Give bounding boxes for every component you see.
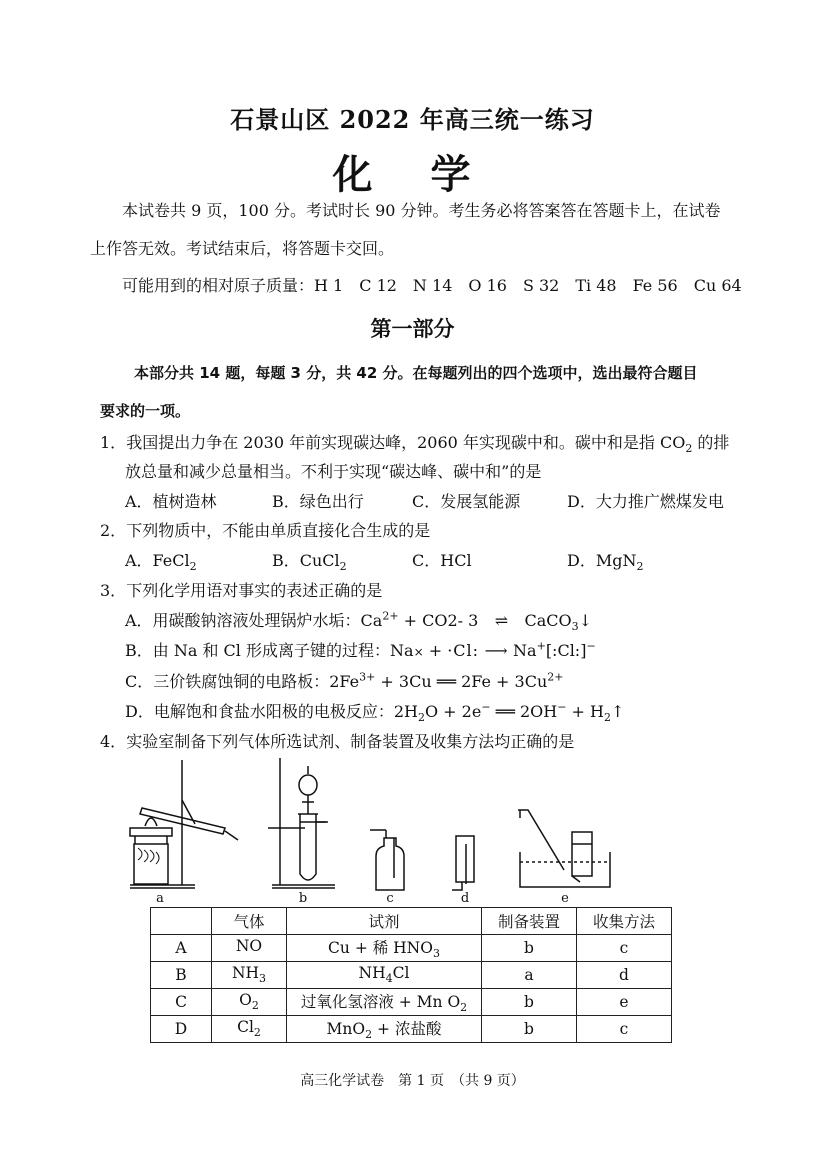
q3-d-sub2: 2 <box>603 711 611 725</box>
q3-d-sup2: − <box>557 700 567 714</box>
q3-b-na-ion: Na <box>513 641 537 660</box>
apparatus-label-b: b <box>298 891 308 902</box>
q1-option-b: B．绿色出行 <box>272 492 364 511</box>
subject-title: 化 学 <box>332 151 493 198</box>
row-device: b <box>482 989 577 1016</box>
apparatus-b-icon <box>268 758 335 888</box>
precipitate-arrow-icon: ↓ <box>578 611 593 630</box>
q1-stem-line2: 放总量和减少总量相当。不利于实现“碳达峰、碳中和”的是 <box>125 462 542 481</box>
q4-stem <box>100 729 574 752</box>
q1-text-a: 我国提出力争在 2030 年前实现碳达峰，2060 年实现碳中和。碳中和是指 CO <box>126 433 686 452</box>
atomic-mass-fe: Fe 56 <box>632 276 678 295</box>
atomic-masses <box>122 274 742 298</box>
q3-d-sub1: 2 <box>417 711 425 725</box>
q2-text: 下列物质中，不能由单质直接化合生成的是 <box>126 521 431 540</box>
q2-stem <box>100 518 430 541</box>
q1-text-b: 的排 <box>692 433 730 452</box>
table-header-cell: 气体 <box>212 908 287 935</box>
q1-option-d: D．大力推广燃煤发电 <box>567 492 724 511</box>
apparatus-label-d: d <box>460 891 470 902</box>
q3-a-text: A．用碳酸钠溶液处理锅炉水垢：Ca <box>125 611 383 630</box>
q3-option-b <box>125 638 596 661</box>
q3-b-na: Na <box>390 641 414 660</box>
row-device: b <box>482 935 577 962</box>
apparatus-diagram <box>120 752 740 902</box>
intro-line-1: 本试卷共 9 页，100 分。考试时长 90 分钟。考生务必将答案答在答题卡上，在试卷 <box>122 201 721 220</box>
q2-opt-a-sub: 2 <box>189 560 197 574</box>
q3-d-mid3: + H <box>566 702 604 721</box>
row-reagent: $NH_4Cl$ <box>287 962 482 989</box>
apparatus-c-icon <box>370 830 404 890</box>
equilibrium-arrow-icon: ⇌ <box>494 611 509 630</box>
q3-b-cl-charge: − <box>586 639 596 653</box>
q3-b-na-charge: + <box>536 639 546 653</box>
atomic-mass-ti: Ti 48 <box>575 276 617 295</box>
atomic-mass-c: C 12 <box>359 276 397 295</box>
q2-option-a <box>125 548 197 573</box>
q3-b-text: B．由 Na 和 Cl 形成离子键的过程： <box>125 641 391 660</box>
q2-opt-d-text: D．MgN <box>567 551 637 570</box>
q1-text-sub: 2 <box>685 442 693 456</box>
q1-option-c: C．发展氢能源 <box>412 492 521 511</box>
q1-option-a: A．植树造林 <box>125 492 217 511</box>
q2-option-c: C．HCl <box>412 551 472 570</box>
q4-choice-table <box>150 907 672 1043</box>
atomic-mass-cu: Cu 64 <box>693 276 742 295</box>
q3-a-product-sub: 3 <box>571 620 579 634</box>
q3-a-mid: + CO2- 3 <box>398 611 484 630</box>
row-id: B <box>151 962 212 989</box>
row-reagent: 过氧化氢溶液 + Mn $O_2$ <box>287 989 482 1016</box>
q3-c-text: C．三价铁腐蚀铜的电路板：2Fe <box>125 672 360 691</box>
exam-title: 石景山区 2022 年高三统一练习 <box>230 105 595 134</box>
table-header-cell: 试剂 <box>287 908 482 935</box>
apparatus-label-c: c <box>386 891 394 902</box>
table-header-cell <box>151 908 212 935</box>
page-footer: 高三化学试卷 第 1 页 （共 9 页） <box>300 1073 525 1089</box>
row-gas: $NH_3$ <box>212 962 287 989</box>
row-gas: NO <box>212 935 287 962</box>
q3-d-mid2: ══ 2OH <box>490 702 558 721</box>
intro-line-2: 上作答无效。考试结束后，将答题卡交回。 <box>90 239 395 258</box>
row-collect: e <box>577 989 672 1016</box>
part1-title: 第一部分 <box>370 316 455 341</box>
q3-d-text: D．电解饱和食盐水阳极的电极反应：2H <box>125 702 418 721</box>
apparatus-e-icon <box>518 810 610 887</box>
q2-option-b <box>272 548 347 573</box>
q2-opt-b-text: B．CuCl <box>272 551 340 570</box>
row-id: C <box>151 989 212 1016</box>
q3-option-d <box>125 699 624 724</box>
gas-arrow-icon: ↑ <box>610 702 625 721</box>
table-header-row <box>151 908 672 935</box>
row-device: a <box>482 962 577 989</box>
atomic-mass-h: H 1 <box>314 276 344 295</box>
row-device: b <box>482 1016 577 1043</box>
q2-opt-b-sub: 2 <box>339 560 347 574</box>
q1-number: 1． <box>100 433 127 452</box>
q2-opt-d-sub: 2 <box>636 560 644 574</box>
row-collect: c <box>577 935 672 962</box>
q3-stem <box>100 578 382 601</box>
table-header-cell: 收集方法 <box>577 908 672 935</box>
q1-stem-line1 <box>100 430 729 455</box>
row-id: D <box>151 1016 212 1043</box>
q3-d-sup1: − <box>481 700 491 714</box>
apparatus-d-icon <box>452 836 474 890</box>
atomic-mass-s: S 32 <box>522 276 560 295</box>
table-row <box>151 1016 672 1043</box>
q2-opt-a-text: A．FeCl <box>125 551 190 570</box>
q3-option-a <box>125 608 592 633</box>
q3-text: 下列化学用语对事实的表述正确的是 <box>126 581 383 600</box>
table-row <box>151 962 672 989</box>
q3-d-mid: O + 2e <box>424 702 482 721</box>
atomic-masses-label: 可能用到的相对原子质量： <box>122 276 315 295</box>
row-gas: $Cl_2$ <box>212 1016 287 1043</box>
part1-instruction-1: 本部分共 14 题，每题 3 分，共 42 分。在每题列出的四个选项中，选出最符合题目 <box>134 364 698 382</box>
q4-number: 4． <box>100 732 127 751</box>
row-gas: $O_2$ <box>212 989 287 1016</box>
table-row <box>151 935 672 962</box>
apparatus-a-icon <box>130 760 238 888</box>
row-reagent: Cu + 稀 $HNO_3$ <box>287 935 482 962</box>
q3-c-sup2: 2+ <box>547 670 564 684</box>
q3-b-cl: ·Cl: <box>447 641 480 660</box>
row-reagent: MnO$_2$ + 浓盐酸 <box>287 1016 482 1043</box>
q3-a-sup: 2+ <box>382 609 399 623</box>
part1-instruction-2: 要求的一项。 <box>100 402 191 420</box>
q4-text: 实验室制备下列气体所选试剂、制备装置及收集方法均正确的是 <box>126 732 575 751</box>
row-collect: c <box>577 1016 672 1043</box>
apparatus-label-a: a <box>156 891 164 902</box>
table-row <box>151 989 672 1016</box>
apparatus-label-e: e <box>561 891 569 902</box>
q2-number: 2． <box>100 521 127 540</box>
row-id: A <box>151 935 212 962</box>
q3-a-product: CaCO <box>519 611 572 630</box>
q3-b-cl-ion: [:Cl:] <box>545 641 587 660</box>
q3-option-c <box>125 669 563 692</box>
reaction-arrow-icon: ⟶ <box>484 641 508 660</box>
q2-option-d <box>567 548 643 573</box>
atomic-mass-o: O 16 <box>468 276 507 295</box>
q3-c-sup1: 3+ <box>359 670 376 684</box>
q3-number: 3． <box>100 581 127 600</box>
row-collect: d <box>577 962 672 989</box>
table-header-cell: 制备装置 <box>482 908 577 935</box>
electron-dot-icon: × <box>413 645 424 659</box>
q3-c-mid: + 3Cu ══ 2Fe + 3Cu <box>375 672 548 691</box>
atomic-mass-n: N 14 <box>412 276 453 295</box>
plus-sign: + <box>423 641 448 660</box>
